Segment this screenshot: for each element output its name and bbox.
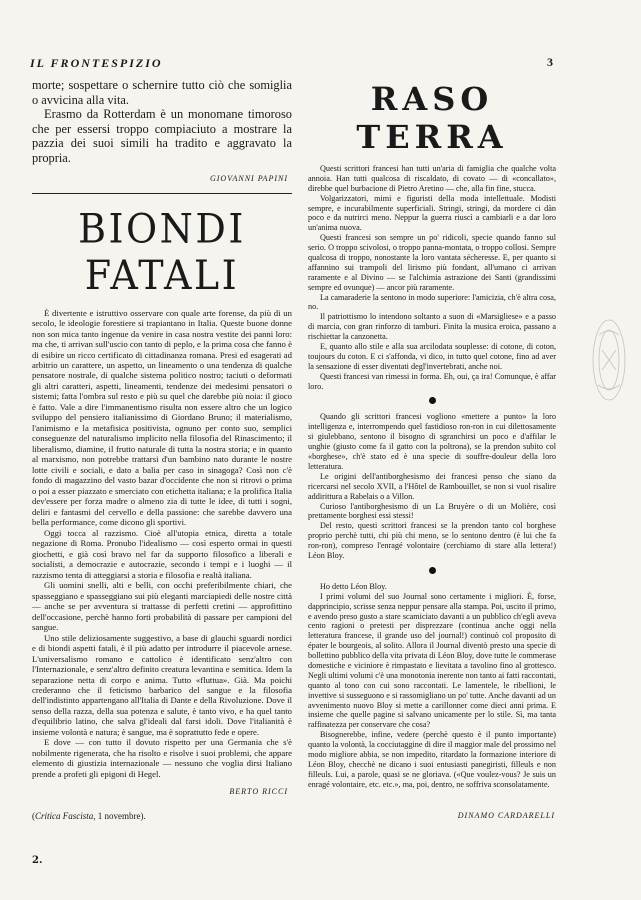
- article-paragraph: I primi volumi del suo Journal sono certamente i migliori. È, forse, dapprincipio, scrisse senza neppur pensare alla stampa. Poi, uscito il primo, e avendo preso gusto a stare scamiciato davanti a un pubblico ch'egli aveva cento ragioni o pretesti per disprezzare (continua anche oggi nella letteratura francese, il grande uso del journal!) continuò col proposito di épater le bourgeois, al solito. Allora il Journal diventò presto una specie di bollettino pubblico della vita privata di Léon Bloy, dove tutte le commerase domestiche e viciniore è rimpastato e lievitata a tavolino fino al grottesco. Negli ultimi volumi c'è una monotonia inerente non tanto ai fatti raccontati, quanto al tono con cui sono raccontati. Le lamentele, le ribellioni, le invettive si susseguono e si rassomigliano un po' tutte. Anche davanti ad un avvenimento nuovo Bloy si mette a carillonner come dieci anni prima. E insieme che quelle pagine si salvano unicamente per lo stile. Sì, ma tanta raffinatezza per conservare che cosa?: [308, 591, 556, 730]
- article-paragraph: Quando gli scrittori francesi vogliono «mettere a punto» la loro intelligenza e, interrompendo quel fastidioso ron-ron in cui dilettosamente si giulebbano, sentono il bisogno di sgranchirsi un poco e d'affilar le unghie (giusto come fa il gatto con la poltrona), se la prendon subito col «borghese», ch'è stato ed è una specie di souffre-douleur della loro letteratura.: [308, 412, 556, 471]
- article-signature: BERTO RICCI: [229, 787, 288, 797]
- article-paragraph: Le origini dell'antiborghesismo dei francesi penso che siano da ricercarsi nel secolo XVII, a l'Hôtel de Rambouillet, se non si vuol risalire addirittura a Rabelais o a Villon.: [308, 471, 556, 501]
- article-paragraph: Del resto, questi scrittori francesi se la prendon tanto col borghese proprio perchè tutti, chi più chi meno, se lo sentono dentro (è lui che fa ron-ron), compreso l'enragé volontaire (cerchiamo di stare alla lettera!) Léon Bloy.: [308, 521, 556, 560]
- article-signature-right: DINAMO CARDARELLI: [457, 811, 555, 820]
- right-column: [308, 78, 556, 790]
- article-paragraph: Volgarizzatori, mimi e figuristi della moda intellettuale. Modisti sempre, e incurabilmente superficiali. Stringi, stringi, da mordere ci dàn poco e da nutrirci meno. Neppur la guerra riuscì a cambiarli e a dar loro un'anima nuova.: [308, 193, 556, 233]
- article-paragraph: Questi francesi van rimessi in forma. Eh, oui, ça ira! Comunque, è affar loro.: [308, 371, 556, 391]
- page-number: 3: [547, 55, 553, 69]
- running-header-title: IL FRONTESPIZIO: [30, 56, 163, 70]
- article-paragraph: Oggi tocca al razzismo. Cioè all'utopia etnica, diretta a totale negazione di Roma. Pronubo l'idealismo — così esperto ormai in questi giochetti, e già così bravo nel far da supporto filosofico a liberali e socialisti, a democrazie e autocrazie, secondo i tempi e i luoghi — il razzismo tenta di atteggiarsi a storia e filosofia e realtà italiana.: [32, 527, 292, 580]
- article-paragraph: Questi scrittori francesi han tutti un'aria di famiglia che qualche volta annoia. Han tutti qualcosa di riscaldato, di covato — di «concallato», direbbe quel burbacione di Pietro Aretino — che, alla fin fine, stucca.: [308, 164, 556, 193]
- section-bullet: [308, 396, 556, 406]
- credit-open: (: [32, 811, 35, 821]
- library-stamp: [584, 300, 634, 420]
- article-paragraph: Questi francesi son sempre un po' ridicoli, specie quando fanno sul serio. O troppo scivolosi, o troppo panna-montata, o troppo collosi. Sempre qualcosa di troppo, nonostante la loro vantata sécheresse. E, per quanto si affannino sui trampoli del lirismo più fondant, all'umano ci arrivan raramente e al Divino — se l'alchimia astrazione dei Santi (grandissimi sempre ed ovunque) — ancor più raramente.: [308, 233, 556, 292]
- intro-paragraph: morte; sospettare o schernire tutto ciò che somiglia o avvicina alla vita.: [32, 78, 292, 107]
- credit-source: Critica Fascista: [35, 811, 94, 821]
- source-credit: [32, 811, 146, 821]
- section-bullet: [308, 566, 556, 576]
- footer-number: 2.: [32, 855, 43, 866]
- article-paragraph: La camaraderie la sentono in modo superiore: l'amicizia, ch'è altra cosa, no.: [308, 292, 556, 312]
- article-paragraph: Ho detto Léon Bloy.: [320, 581, 387, 591]
- intro-signature: GIOVANNI PAPINI: [209, 173, 288, 183]
- article-paragraph: E dove — con tutto il dovuto rispetto per una Germania che s'è nobilmente rigenerata, che ha risolto e risolve i suoi problemi, che appare elemento di giustizia internazionale — nessuno che voglia dirsi Italiano prende a profeti gli epigoni di Hegel.: [32, 737, 292, 779]
- article-paragraph: Curioso l'antiborghesismo di un La Bruyère o di un Molière, così prettamente borghesi essi stessi!: [308, 501, 556, 521]
- article-paragraph: Uno stile deliziosamente suggestivo, a base di glauchi sguardi nordici e di biondi aspetti fatali, è il più adatto per introdurre il piacevole arnese. L'universalismo romano e cattolico è identificato senz'altro con l'Internazionale, e senz'altro definito creatura levantina e semitica. Idem la separazione netta di corpo e anima. Tutto «fluttua». Già. Ma poichi crederanno che il feticismo barbarico del sangue e la filosofia dell'indistinto appartengano all'Italia di Dante e della Rivoluzione. Dove il senso della razza, della sua potenza e salute, è tanto vivo, e ha quel tanto d'equilibrio latino, che salva gl'ideali dal farsi idoli. Dove l'italianità è insieme volontà e natura; è sangue, ma è soprattutto fede e opere.: [32, 632, 292, 737]
- article-paragraph: Il patriottismo lo intendono soltanto a suon di «Marsigliese» e a passo di marcia, con gran rinforzo di tamburi. Finita la musica eroica, passano a rischiettar la canzonetta.: [308, 312, 556, 342]
- section-divider: [32, 193, 292, 194]
- intro-paragraph: Erasmo da Rotterdam è un monomane timoroso che per essersi troppo compiaciuto a mostrare la pazzia dei suoi simili ha tradito e aggravato la propria.: [32, 107, 292, 165]
- article-paragraph: Gli uomini snelli, alti e belli, con occhi preferibilmente chiari, che spasseggiano e spasseggiano sui più eleganti marciapiedi delle nostre città — anche se per avventura si trattasse di perfetti cretini — approfittino dell'occasione, perchè hanno forti probabilità di passare per campioni del sangue.: [32, 580, 292, 633]
- credit-date: , 1 novembre).: [93, 811, 146, 821]
- article-paragraph: E, quanto allo stile e alla sua arcilodata souplesse: di cotone, di coton, toujours du coton. E ci s'affonda, vi dico, in tutto quel cotone, fino ad aver la sensazione di esser diventati degl'invertebrati, anche noi.: [308, 342, 556, 371]
- article-paragraph: Bisognerebbe, infine, vedere (perchè questo è il punto importante) quanto la volontà, la cocciutaggine di dire il maggior male del prossimo nel modo migliore abbia, se non impedito, ritardato la formazione interiore di Léon Bloy, checchè ne dicano i suoi entusiasti panegiristi, filleuls e non filleuls. Lui, a parole, quasi se ne gloriava. («Que voulez-vous? Je suis un enragé volontaire, etc. etc.», ma, poi, dentro, ne soffriva sconsolatamente.: [308, 730, 556, 789]
- article-title-biondi-fatali: BIONDI FATALI: [78, 205, 246, 298]
- article-paragraph: È divertente e istruttivo osservare con quale arte forense, da più di un secolo, le ideologie forestiere si trapiantano in Italia. Queste buone donne non son mica tanto ingenue da venire in casa nostra vestite dei panni loro: ma che, ti arrivan sull'uscio con tanto di peplo, e la prima cosa che fanno è di esibire un ricco certificato di cittadinanza romana. Presi ed esagerati ad arbitrio un carattere, un aspetto, un lineamento o una tendenza di qualche pensatore nostrale, di qualche sistema politico nostro; taciuti o deformati gli altri caratteri, aspetti, lineamenti, tendenze dei medesimi pensatori o sistemi; fatta l'ombra sul resto e più su quel che darebbe più noia: il gioco è fatto. Vale a dire l'immanentismo risulta non essere altro che un logico sviluppo del pensiero italianissimo di Giordano Bruno; il materialismo, l'animismo e la metafisica positivista, ognuno per conto suo, semplici conseguenze del naturalismo implicito nella filosofia del Rinascimento; il liberalismo, diamine, il frutto naturale di tutta la nostra storia; e in quanto al marxismo, non potrebbe trattarsi d'un bambino nato durante le nostre lotte civili e sociali, e dato a balia per caso in sinagoga? Così non c'è fondo di magazzino del vasto bazar d'occidente che non si ritrovi o prima o poi a esser piazzato e smerciato con etichetta italiana; e la prolifica Italia dev'essere per forza madre o almeno zia di tutte le idee, di tutti i sogni, deliri e fantasmi del cervello e della passione: che sarebbe davvero una bella performance, come dicono gli sportivi.: [32, 307, 292, 528]
- article-title-raso-terra: RASO TERRA: [356, 80, 508, 156]
- left-column: [32, 78, 292, 796]
